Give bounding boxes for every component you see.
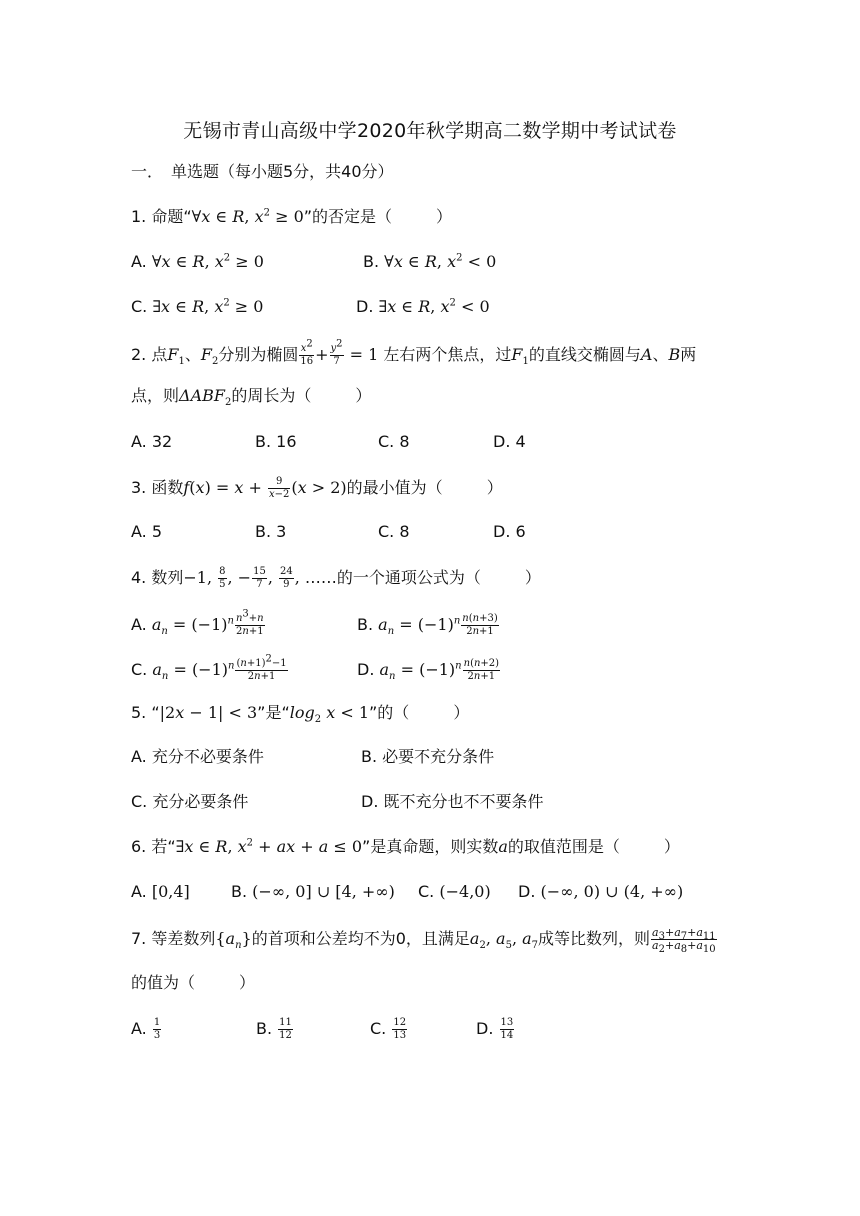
- q2-option-b: B. 16: [255, 432, 297, 451]
- q1-formula: ∀x ∈ R, $x^2 \ge 0$: [191, 207, 304, 226]
- q4-option-a: A. $a_n = (-1)^n$ $\frac{n^3+n}{2n+1}$: [131, 608, 264, 638]
- question-1: 1. 命题“∀x ∈ R, $x^2 \ge 0$”的否定是（ ）: [131, 207, 453, 226]
- question-5: 5. “|2x − 1| < 3”是“$\log_2$ x < 1”的（ ）: [131, 703, 470, 726]
- exam-title: 无锡市青山高级中学2020年秋学期高二数学期中考试试卷: [183, 120, 677, 142]
- section-heading: 一． 单选题（每小题5分，共40分）: [131, 162, 394, 181]
- q7-option-a: A. $\frac{1}{3}$: [131, 1017, 161, 1041]
- q6-option-d: D. (−∞, 0) ∪ (4, +∞): [518, 882, 684, 901]
- q6-option-b: B. (−∞, 0] ∪ [4, +∞): [231, 882, 395, 901]
- q5-option-a: A. 充分不必要条件: [131, 747, 264, 766]
- q3-option-c: C. 8: [378, 522, 410, 541]
- question-7: 7. 等差数列$\{a_n\}$的首项和公差均不为0，且满足$a_2$, $a_5$, $a_7$成等比数列，则 $\frac{a_3+a_7+a_{11}}{a_2+a_8+a_{10}}$: [131, 926, 716, 956]
- q3-option-a: A. 5: [131, 522, 163, 541]
- question-2: 2. 点$F_1$、$F_2$分别为椭圆 $\frac{x^2}{16}$ + $\frac{y^2}{7}$ = 1 左右两个焦点，过$F_1$的直线交椭圆与A、B两: [131, 338, 697, 368]
- q4-option-b: B. $a_n = (-1)^n$ $\frac{n(n+3)}{2n+1}$: [357, 613, 498, 638]
- q2-option-c: C. 8: [378, 432, 410, 451]
- question-6: 6. 若“∃x ∈ R, $x^2$ + ax + a ≤ 0”是真命题，则实数a的取值范围是（ ）: [131, 837, 680, 856]
- q3-option-d: D. 6: [493, 522, 526, 541]
- question-3: 3. 函数f(x) = x + $\frac{9}{x-2}$ (x > 2)的最小值为（ ）: [131, 476, 503, 500]
- q1-number: 1.: [131, 207, 147, 226]
- q1-text-a: 命题“: [151, 207, 192, 226]
- q1-option-c: C. ∃x ∈ R, $x^2 \ge 0$: [131, 297, 264, 316]
- q3-option-b: B. 3: [255, 522, 287, 541]
- q4-option-c: C. $a_n = (-1)^n$ $\frac{(n+1)^2-1}{2n+1}$: [131, 653, 287, 683]
- q2-option-a: A. 32: [131, 432, 173, 451]
- q2-option-d: D. 4: [493, 432, 526, 451]
- question-2-line-2: 点，则$\Delta ABF_2$的周长为（ ）: [131, 386, 372, 409]
- question-7-line-2: 的值为（ ）: [131, 973, 256, 992]
- q4-option-d: D. $a_n = (-1)^n$ $\frac{n(n+2)}{2n+1}$: [357, 658, 500, 683]
- q1-option-b: B. ∀x ∈ R, $x^2 < 0$: [363, 252, 497, 271]
- q6-option-c: C. (−4,0): [418, 882, 491, 901]
- question-4: 4. 数列−1, $\frac{8}{5}$ , − $\frac{15}{7}$ , $\frac{24}{9}$ , ……的一个通项公式为（ ）: [131, 566, 541, 590]
- q7-option-b: B. $\frac{11}{12}$: [256, 1017, 292, 1041]
- q1-text-b: ”的否定是（: [303, 207, 393, 226]
- q5-option-c: C. 充分必要条件: [131, 792, 249, 811]
- q7-option-d: D. $\frac{13}{14}$: [476, 1017, 514, 1041]
- q1-option-a: A. ∀x ∈ R, $x^2 \ge 0$: [131, 252, 264, 271]
- q5-option-d: D. 既不充分也不不要条件: [361, 792, 544, 811]
- q1-option-d: D. ∃x ∈ R, $x^2 < 0$: [356, 297, 490, 316]
- q5-option-b: B. 必要不充分条件: [361, 747, 495, 766]
- q6-option-a: A. [0,4]: [131, 882, 190, 901]
- q7-option-c: C. $\frac{12}{13}$: [370, 1017, 407, 1041]
